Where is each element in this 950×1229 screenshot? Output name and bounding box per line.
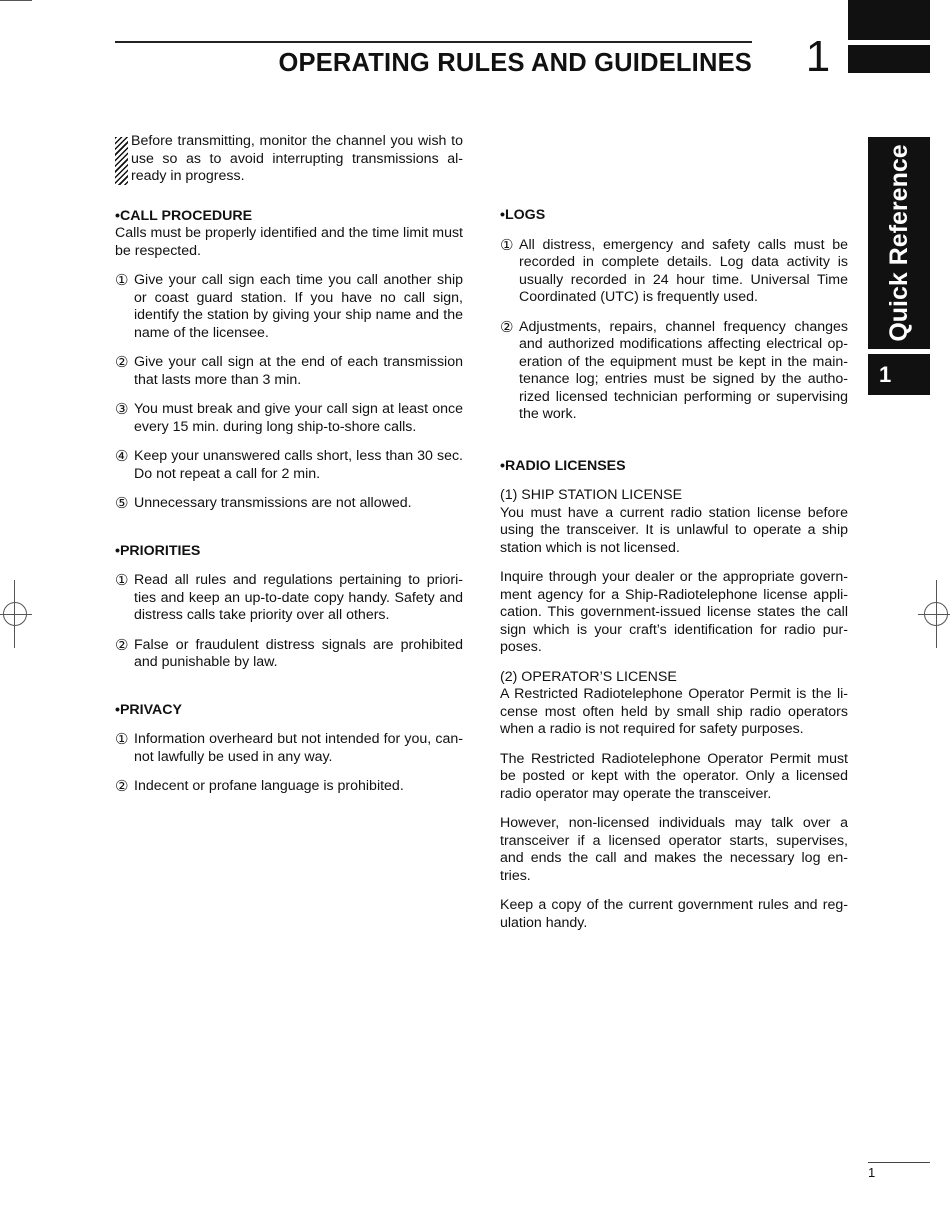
section-heading: •LOGS xyxy=(500,207,546,223)
list-item: ① Read all rules and regulations pertaining to priori-ties and keep an up-to-date copy handy. Safety and distress calls take priority over all others. xyxy=(115,571,463,623)
section-heading: •PRIORITIES xyxy=(115,542,201,559)
privacy-section xyxy=(115,702,463,796)
registration-mark xyxy=(924,602,948,626)
corner-block xyxy=(848,45,930,73)
radio-licenses-section xyxy=(500,458,848,933)
call-procedure-section xyxy=(115,208,463,513)
section-tab-label: Quick Reference xyxy=(885,144,913,342)
list-item: ② Indecent or profane language is prohibited. xyxy=(115,777,404,795)
list-item: ⑤ Unnecessary transmissions are not allowed. xyxy=(115,494,412,512)
section-heading: •CALL PROCEDURE xyxy=(115,207,253,224)
subheading: (1) SHIP STATION LICENSE xyxy=(500,487,683,503)
left-column xyxy=(115,133,463,796)
priorities-section xyxy=(115,543,463,672)
note-hatch-icon xyxy=(115,137,128,185)
corner-block xyxy=(848,0,930,40)
paragraph: Inquire through your dealer or the appropriate govern-ment agency for a Ship-Radiotelephone license appli-cation. This government-issued license states the call sign which is your craft’s identification for radio pur-poses. xyxy=(500,569,848,655)
header-rule xyxy=(115,41,752,43)
section-heading: •RADIO LICENSES xyxy=(500,457,626,474)
section-text: Calls must be properly identified and the time limit must be respected. xyxy=(115,225,463,259)
list-item: ① Give your call sign each time you call another ship or coast guard station. If you have no call sign, identify the station by giving your ship name and the name of the licensee. xyxy=(115,271,463,341)
right-column xyxy=(500,207,848,932)
paragraph: However, non-licensed individuals may talk over a transceiver if a licensed operator starts, supervises, and ends the call and makes the necessary log en-tries. xyxy=(500,815,848,884)
paragraph: You must have a current radio station license before using the transceiver. It is unlawful to operate a ship station which is not licensed. xyxy=(500,504,848,556)
page-title: OPERATING RULES AND GUIDELINES xyxy=(278,49,752,77)
list-item: ① All distress, emergency and safety calls must be recorded in complete details. Log data activity is usually recorded in 24 hour time. Universal Time Coordinated (UTC) is frequently used. xyxy=(500,235,848,305)
intro-text: Before transmitting, monitor the channel you wish to use so as to avoid interrupting transmissions al-ready in progress. xyxy=(131,133,463,184)
paragraph: Keep a copy of the current government rules and reg-ulation handy. xyxy=(500,897,848,931)
list-item: ④ Keep your unanswered calls short, less than 30 sec. Do not repeat a call for 2 min. xyxy=(115,447,463,482)
chapter-number: 1 xyxy=(805,32,831,81)
list-item: ① Information overheard but not intended for you, can-not lawfully be used in any way. xyxy=(115,730,463,765)
list-item: ② Give your call sign at the end of each transmission that lasts more than 3 min. xyxy=(115,353,463,388)
crop-mark xyxy=(0,0,32,1)
paragraph: A Restricted Radiotelephone Operator Permit is the li-cense most often held by small ship radio operators when a radio is not required for safety purposes. xyxy=(500,686,848,737)
section-tab-number: 1 xyxy=(868,354,930,395)
section-tab xyxy=(868,137,930,349)
paragraph: The Restricted Radiotelephone Operator Permit must be posted or kept with the operator. Only a licensed radio operator may operate the transceiver. xyxy=(500,750,848,802)
intro-note xyxy=(115,133,463,186)
registration-mark xyxy=(3,602,27,626)
list-item: ② Adjustments, repairs, channel frequency changes and authorized modifications affecting electrical op-eration of the equipment must be kept in the main-tenance log; entries must be signed by the autho-rized licensed technician performing or supervising the work. xyxy=(500,317,848,422)
subheading: (2) OPERATOR’S LICENSE xyxy=(500,668,677,685)
page-number: 1 xyxy=(868,1165,876,1180)
section-heading: •PRIVACY xyxy=(115,701,182,718)
footer-rule xyxy=(868,1162,930,1163)
list-item: ③ You must break and give your call sign at least once every 15 min. during long ship-to-shore calls. xyxy=(115,400,463,435)
list-item: ② False or fraudulent distress signals are prohibited and punishable by law. xyxy=(115,635,463,670)
logs-section xyxy=(500,207,848,424)
